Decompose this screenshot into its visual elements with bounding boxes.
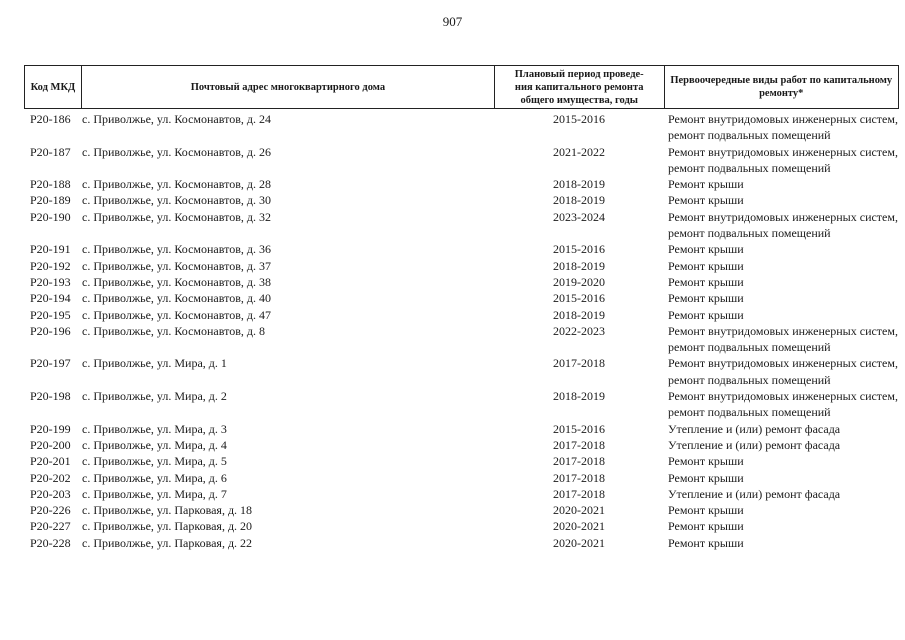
cell-works: Ремонт внутридомовых инженерных систем, ремонт подвальных помещений <box>668 356 898 387</box>
cell-works: Ремонт внутридомовых инженерных систем, ремонт подвальных помещений <box>668 112 898 143</box>
table-row <box>24 502 899 518</box>
cell-address: с. Приволжье, ул. Космонавтов, д. 30 <box>82 193 271 208</box>
cell-address: с. Приволжье, ул. Космонавтов, д. 26 <box>82 144 271 159</box>
cell-period: 2017-2018 <box>553 437 605 452</box>
cell-code: Р20-227 <box>30 519 71 534</box>
cell-code: Р20-192 <box>30 258 71 273</box>
cell-works: Ремонт внутридомовых инженерных систем, ремонт подвальных помещений <box>668 389 898 420</box>
cell-code: Р20-199 <box>30 421 71 436</box>
header-period: Плановый период проведе- ния капитального ремонта общего имущества, годы <box>494 66 664 108</box>
table-row <box>24 258 899 274</box>
cell-code: Р20-226 <box>30 503 71 518</box>
cell-period: 2015-2016 <box>553 421 605 436</box>
cell-period: 2018-2019 <box>553 177 605 192</box>
cell-works: Ремонт крыши <box>668 454 744 469</box>
cell-works: Ремонт внутридомовых инженерных систем, ремонт подвальных помещений <box>668 323 898 355</box>
table-row <box>24 241 899 257</box>
cell-address: с. Приволжье, ул. Космонавтов, д. 38 <box>82 274 271 289</box>
cell-address: с. Приволжье, ул. Космонавтов, д. 37 <box>82 258 271 273</box>
cell-period: 2020-2021 <box>553 519 605 534</box>
cell-works: Ремонт внутридомовых инженерных систем, ремонт подвальных помещений <box>668 144 898 175</box>
cell-address: с. Приволжье, ул. Мира, д. 1 <box>82 356 227 371</box>
cell-works: Утепление и (или) ремонт фасада <box>668 437 841 452</box>
cell-period: 2018-2019 <box>553 389 605 404</box>
cell-code: Р20-193 <box>30 274 71 289</box>
cell-code: Р20-191 <box>30 242 71 257</box>
table-row <box>24 355 899 388</box>
cell-code: Р20-198 <box>30 389 71 404</box>
cell-period: 2018-2019 <box>553 307 605 322</box>
table-row <box>24 453 899 469</box>
cell-code: Р20-201 <box>30 454 71 469</box>
cell-code: Р20-195 <box>30 307 71 322</box>
cell-code: Р20-200 <box>30 437 71 452</box>
cell-address: с. Приволжье, ул. Космонавтов, д. 24 <box>82 112 271 126</box>
cell-address: с. Приволжье, ул. Космонавтов, д. 47 <box>82 307 271 322</box>
cell-period: 2017-2018 <box>553 454 605 469</box>
cell-address: с. Приволжье, ул. Космонавтов, д. 36 <box>82 242 271 257</box>
cell-address: с. Приволжье, ул. Мира, д. 6 <box>82 470 227 485</box>
cell-works: Ремонт крыши <box>668 193 744 208</box>
cell-period: 2020-2021 <box>553 535 605 550</box>
table-row <box>24 486 899 502</box>
table-row <box>24 144 899 177</box>
page-number: 907 <box>442 14 463 29</box>
cell-address: с. Приволжье, ул. Космонавтов, д. 28 <box>82 177 271 192</box>
table-row <box>24 323 899 356</box>
cell-period: 2017-2018 <box>553 356 605 371</box>
cell-address: с. Приволжье, ул. Парковая, д. 20 <box>82 519 253 534</box>
header-works: Первоочередные виды работ по капитальному ремонту* <box>664 66 898 108</box>
cell-address: с. Приволжье, ул. Мира, д. 3 <box>82 421 227 436</box>
cell-code: Р20-197 <box>30 356 71 371</box>
cell-code: Р20-190 <box>30 209 71 224</box>
cell-works: Ремонт крыши <box>668 503 744 518</box>
cell-period: 2017-2018 <box>553 486 605 501</box>
cell-period: 2015-2016 <box>553 242 605 257</box>
cell-period: 2018-2019 <box>553 258 605 273</box>
cell-code: Р20-228 <box>30 535 71 550</box>
cell-works: Ремонт крыши <box>668 470 744 485</box>
cell-address: с. Приволжье, ул. Парковая, д. 22 <box>82 535 253 550</box>
cell-period: 2023-2024 <box>553 209 605 224</box>
header-code: Код МКД <box>30 81 76 93</box>
table-row <box>24 518 899 534</box>
cell-code: Р20-202 <box>30 470 71 485</box>
cell-period: 2021-2022 <box>553 144 605 159</box>
cell-works: Ремонт крыши <box>668 258 744 273</box>
table-row <box>24 111 899 144</box>
cell-code: Р20-186 <box>30 112 71 126</box>
cell-address: с. Приволжье, ул. Космонавтов, д. 32 <box>82 209 271 224</box>
cell-code: Р20-187 <box>30 144 71 159</box>
cell-period: 2022-2023 <box>553 323 605 338</box>
cell-address: с. Приволжье, ул. Космонавтов, д. 40 <box>82 291 271 306</box>
table-row <box>24 176 899 192</box>
header-address: Почтовый адрес многоквартирного дома <box>81 66 494 108</box>
cell-works: Утепление и (или) ремонт фасада <box>668 486 841 501</box>
cell-period: 2018-2019 <box>553 193 605 208</box>
table-row <box>24 470 899 486</box>
cell-address: с. Приволжье, ул. Мира, д. 2 <box>82 389 227 404</box>
cell-period: 2017-2018 <box>553 470 605 485</box>
cell-works: Ремонт крыши <box>668 291 744 306</box>
cell-code: Р20-188 <box>30 177 71 192</box>
cell-period: 2015-2016 <box>553 112 605 126</box>
cell-address: с. Приволжье, ул. Парковая, д. 18 <box>82 503 253 518</box>
table-header <box>24 65 899 109</box>
table-body <box>24 111 899 551</box>
cell-works: Ремонт крыши <box>668 535 744 550</box>
cell-works: Ремонт крыши <box>668 519 744 534</box>
cell-address: с. Приволжье, ул. Мира, д. 7 <box>82 486 227 501</box>
table-row <box>24 209 899 242</box>
cell-works: Ремонт крыши <box>668 274 744 289</box>
table-row <box>24 437 899 453</box>
cell-works: Ремонт крыши <box>668 307 744 322</box>
table-row <box>24 388 899 421</box>
table-row <box>24 274 899 290</box>
table-row <box>24 290 899 306</box>
cell-works: Утепление и (или) ремонт фасада <box>668 421 841 436</box>
cell-period: 2019-2020 <box>553 274 605 289</box>
table-row <box>24 535 899 551</box>
cell-code: Р20-189 <box>30 193 71 208</box>
table-row <box>24 307 899 323</box>
cell-period: 2020-2021 <box>553 503 605 518</box>
table-row <box>24 421 899 437</box>
cell-works: Ремонт крыши <box>668 177 744 192</box>
cell-code: Р20-196 <box>30 323 71 338</box>
cell-address: с. Приволжье, ул. Мира, д. 4 <box>82 437 227 452</box>
table-row <box>24 192 899 208</box>
cell-code: Р20-203 <box>30 486 71 501</box>
cell-period: 2015-2016 <box>553 291 605 306</box>
cell-works: Ремонт крыши <box>668 242 744 257</box>
cell-works: Ремонт внутридомовых инженерных систем, ремонт подвальных помещений <box>668 209 898 241</box>
cell-address: с. Приволжье, ул. Мира, д. 5 <box>82 454 227 469</box>
cell-code: Р20-194 <box>30 291 71 306</box>
cell-address: с. Приволжье, ул. Космонавтов, д. 8 <box>82 323 265 338</box>
